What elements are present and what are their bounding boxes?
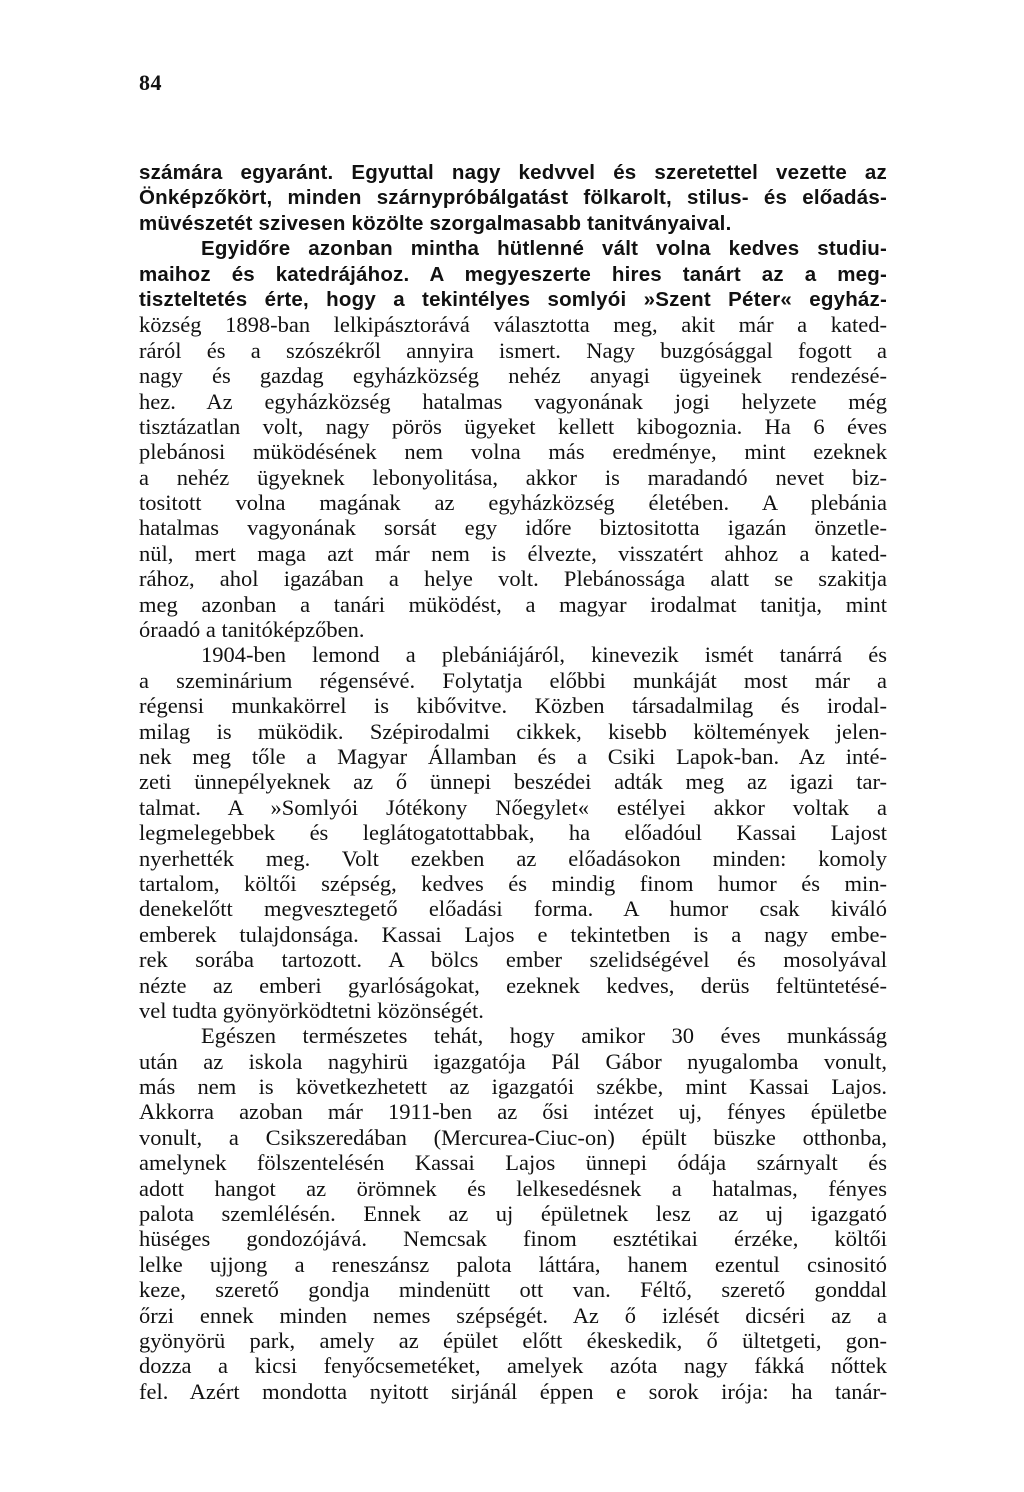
- text-line: község 1898-ban lelkipásztorává választotta meg, akit már a kated-: [139, 312, 887, 338]
- text-line: lelke ujjong a reneszánsz palota láttára, hanem ezentul csinositó: [139, 1251, 887, 1277]
- text-line: plebánosi müködésének nem volna más eredménye, mint ezeknek: [139, 439, 887, 465]
- text-line: talmat. A »Somlyói Jótékony Nőegylet« estélyei akkor voltak a: [139, 794, 887, 820]
- text-line: Egyidőre azonban mintha hütlenné vált volna kedves studiu-: [201, 237, 887, 261]
- text-line: tiszteltetés érte, hogy a tekintélyes somlyói »Szent Péter« egyház-: [139, 287, 887, 311]
- text-line: Egészen természetes tehát, hogy amikor 30 éves munkásság: [201, 1023, 887, 1049]
- text-line: nek meg tőle a Magyar Államban és a Csiki Lapok-ban. Az inté-: [139, 743, 887, 769]
- text-line: meg azonban a tanári müködést, a magyar irodalmat tanitja, mint: [139, 591, 887, 617]
- text-line: müvészetét szivesen közölte szorgalmasabb tanitványaival.: [139, 211, 732, 235]
- text-line: óraadó a tanitóképzőben.: [139, 617, 365, 643]
- text-line: adott hangot az örömnek és lelkesedésnek a hatalmas, fényes: [139, 1175, 887, 1201]
- text-line: tisztázatlan volt, nagy pörös ügyeket kellett kibogoznia. Ha 6 éves: [139, 413, 887, 439]
- text-line: fel. Azért mondotta nyitott sirjánál éppen e sorok irója: ha tanár-: [139, 1378, 887, 1404]
- text-line: gyönyörü park, amely az épület előtt ékeskedik, ő ültetgeti, gon-: [139, 1327, 887, 1353]
- page-number: 84: [139, 70, 162, 95]
- text-line: zeti ünnepélyeknek az ő ünnepi beszédei adták meg az igazi tar-: [139, 769, 887, 795]
- text-line: Önképzőkört, minden szárnypróbálgatást fölkarolt, stilus- és előadás-: [139, 186, 887, 210]
- text-line: a szeminárium régensévé. Folytatja előbbi munkáját most már a: [139, 667, 887, 693]
- text-line: amelynek fölszentelésén Kassai Lajos ünnepi ódája szárnyalt és: [139, 1150, 887, 1176]
- text-line: más nem is következhetett az igazgatói székbe, mint Kassai Lajos.: [139, 1074, 887, 1100]
- text-line: tositott volna magának az egyházközség életében. A plebánia: [139, 490, 887, 516]
- text-line: nagy és gazdag egyházközség nehéz anyagi ügyeinek rendezésé-: [139, 363, 887, 389]
- text-line: régensi munkakörrel is kibővitve. Közben társadalmilag és irodal-: [139, 693, 887, 719]
- text-line: milag is müködik. Szépirodalmi cikkek, kisebb költemények jelen-: [139, 718, 887, 744]
- text-line: denekelőtt megvesztegető előadási forma. A humor csak kiváló: [139, 896, 887, 922]
- text-line: vel tudta gyönyörködtetni közönségét.: [139, 997, 484, 1023]
- text-line: ráról és a szószékről annyira ismert. Nagy buzgósággal fogott a: [139, 337, 887, 363]
- text-line: hüséges gondozójává. Nemcsak finom esztétikai érzéke, költői: [139, 1226, 887, 1252]
- text-line: vonult, a Csikszeredában (Mercurea-Ciuc-on) épült büszke otthonba,: [139, 1124, 887, 1150]
- text-line: rek sorába tartozott. A bölcs ember szelidségével és mosolyával: [139, 947, 887, 973]
- text-line: hatalmas vagyonának sorsát egy időre biztositotta igazán önzetle-: [139, 515, 887, 541]
- text-line: Akkorra azoban már 1911-ben az ősi intézet uj, fényes épületbe: [139, 1099, 887, 1125]
- text-line: nyerhették meg. Volt ezekben az előadásokon minden: komoly: [139, 845, 887, 871]
- page-text-body: [139, 160, 887, 1404]
- text-line: dozza a kicsi fenyőcsemetéket, amelyek azóta nagy fákká nőttek: [139, 1353, 887, 1379]
- text-line: palota szemlélésén. Ennek az uj épületnek lesz az uj igazgató: [139, 1201, 887, 1227]
- text-line: legmelegebbek és leglátogatottabbak, ha előadóul Kassai Lajost: [139, 820, 887, 846]
- text-line: rához, ahol igazában a helye volt. Plebánossága alatt se szakitja: [139, 566, 887, 592]
- text-line: emberek tulajdonsága. Kassai Lajos e tekintetben is a nagy embe-: [139, 921, 887, 947]
- text-line: keze, szerető gondja mindenütt ott van. Féltő, szerető gonddal: [139, 1277, 887, 1303]
- text-line: nézte az emberi gyarlóságokat, ezeknek kedves, derüs feltüntetésé-: [139, 972, 887, 998]
- text-line: tartalom, költői szépség, kedves és mindig finom humor és min-: [139, 870, 887, 896]
- text-line: után az iskola nagyhirü igazgatója Pál Gábor nyugalomba vonult,: [139, 1048, 887, 1074]
- text-line: őrzi ennek minden nemes szépségét. Az ő izlését dicséri az a: [139, 1302, 887, 1328]
- text-line: a nehéz ügyeknek lebonyolitása, akkor is maradandó nevet biz-: [139, 464, 887, 490]
- text-line: nül, mert maga azt már nem is élvezte, visszatért ahhoz a kated-: [139, 540, 887, 566]
- text-line: számára egyaránt. Egyuttal nagy kedvvel és szeretettel vezette az: [139, 161, 887, 184]
- text-line: maihoz és katedrájához. A megyeszerte hires tanárt az a meg-: [139, 262, 887, 286]
- text-line: hez. Az egyházközség hatalmas vagyonának jogi helyzete még: [139, 388, 887, 414]
- text-line: 1904-ben lemond a plebániájáról, kinevezik ismét tanárrá és: [201, 642, 887, 668]
